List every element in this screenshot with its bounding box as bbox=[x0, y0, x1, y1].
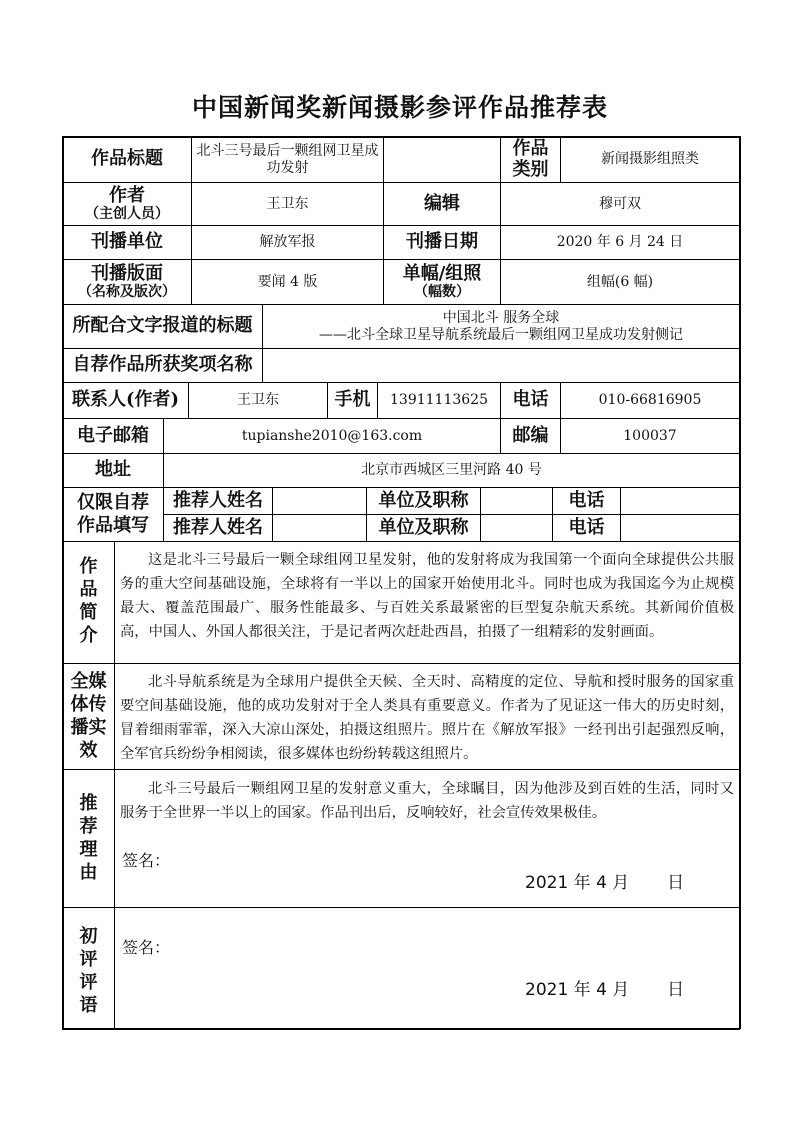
review-label-char: 语 bbox=[79, 995, 98, 1016]
intro-label bbox=[63, 555, 114, 647]
review-label-char: 评 bbox=[79, 949, 98, 970]
publish-date-label: 刊播日期 bbox=[406, 231, 478, 253]
review-label-char: 初 bbox=[79, 926, 98, 947]
editor-value: 穆可双 bbox=[599, 195, 641, 212]
address-label: 地址 bbox=[95, 459, 131, 481]
category-label: 作品类别 bbox=[512, 137, 549, 180]
page-label-sub: （名称及版次） bbox=[78, 284, 176, 301]
effect-label bbox=[63, 670, 114, 762]
work-title-value: 北斗三号最后一颗组网卫星成功发射 bbox=[196, 142, 379, 176]
effect-label-line: 全媒 bbox=[70, 671, 107, 692]
review-label-char: 评 bbox=[79, 972, 98, 993]
address-value: 北京市西城区三里河路 40 号 bbox=[361, 462, 542, 479]
effect-label-line: 体传 bbox=[70, 694, 107, 715]
editor-label: 编辑 bbox=[424, 192, 460, 214]
page-value: 要闻 4 版 bbox=[257, 273, 318, 290]
form-title: 中国新闻奖新闻摄影参评作品推荐表 bbox=[191, 93, 608, 122]
awards-value bbox=[263, 349, 739, 382]
reason-date: 2021 年 4 月 日 bbox=[525, 873, 685, 893]
zip-value: 100037 bbox=[623, 427, 677, 444]
reason-label bbox=[63, 792, 114, 884]
effect-label-line: 播实 bbox=[70, 717, 107, 738]
recommender-label-line2: 作品填写 bbox=[77, 514, 149, 536]
intro-text: 这是北斗三号最后一颗全球组网卫星发射，他的发射将成为我国第一个面向全球提供公共服务的重大空间基础设施，全球将有一半以上的国家开始使用北斗。同时也成为我国迄今为止规模最大、覆盖范围最广、服务性能最多、与百姓关系最紧密的巨型复杂航天系统。其新闻价值极高，中国人、外国人都很关注，于是记者两次赶赴西昌，拍摄了一组精彩的发射画面。 bbox=[120, 552, 734, 640]
effect-text: 北斗导航系统是为全球用户提供全天候、全天时、高精度的定位、导航和授时服务的国家重要空间基础设施，他的成功发射对于全人类具有重要意义。作者为了见证这一伟大的历史时刻，冒着细雨霏霏，深入大凉山深处，拍摄这组照片。照片在《解放军报》一经刊出引起强烈反响，全军官兵纷纷争相阅读，很多媒体也纷纷转载这组照片。 bbox=[120, 674, 734, 762]
reason-label-char: 由 bbox=[79, 862, 98, 883]
phone-value: 010-66816905 bbox=[598, 392, 702, 409]
report-title-line1: 中国北斗 服务全球 bbox=[442, 309, 560, 326]
effect-label-line: 效 bbox=[79, 740, 98, 761]
format-label-sub: （幅数） bbox=[414, 284, 470, 301]
recommender-name-label-1: 推荐人姓名 bbox=[173, 489, 263, 511]
reason-signature-label: 签名： bbox=[122, 851, 171, 870]
recommender-phone-label-2: 电话 bbox=[568, 516, 605, 538]
intro-label-char: 简 bbox=[79, 602, 98, 623]
report-title-value bbox=[263, 305, 739, 348]
recommender-unit-label-2: 单位及职称 bbox=[378, 516, 469, 538]
page-label-main: 刊播版面 bbox=[91, 262, 163, 284]
author-label-sub: （主创人员） bbox=[85, 206, 169, 223]
intro-label-char: 介 bbox=[79, 625, 98, 646]
contact-label: 联系人(作者) bbox=[71, 389, 180, 411]
reason-label-char: 荐 bbox=[79, 816, 98, 837]
email-value: tupianshe2010@163.com bbox=[241, 427, 423, 444]
publish-date-value: 2020 年 6 月 24 日 bbox=[556, 234, 684, 251]
review-signature-label: 签名： bbox=[122, 938, 171, 957]
review-label bbox=[63, 925, 114, 1017]
reason-label-char: 理 bbox=[79, 839, 98, 860]
recommender-unit-label-1: 单位及职称 bbox=[378, 489, 469, 511]
intro-label-char: 品 bbox=[79, 579, 98, 600]
publisher-label: 刊播单位 bbox=[91, 231, 163, 253]
intro-label-char: 作 bbox=[79, 556, 98, 577]
publisher-value: 解放军报 bbox=[259, 234, 316, 251]
zip-label: 邮编 bbox=[512, 424, 549, 446]
category-value: 新闻摄影组照类 bbox=[601, 151, 699, 168]
recommender-name-label-2: 推荐人姓名 bbox=[173, 516, 263, 538]
recommender-section-label bbox=[63, 488, 163, 541]
format-label-main: 单幅/组照 bbox=[402, 262, 482, 284]
page-label bbox=[63, 260, 191, 304]
recommender-phone-label-1: 电话 bbox=[568, 489, 605, 511]
recommender-label-line1: 仅限自荐 bbox=[77, 492, 149, 513]
reason-text: 北斗三号最后一颗组网卫星的发射意义重大，全球瞩目，因为他涉及到百姓的生活，同时又服务于全世界一半以上的国家。作品刊出后，反响较好，社会宣传效果极佳。 bbox=[120, 781, 734, 821]
author-label bbox=[63, 183, 191, 225]
format-label bbox=[384, 260, 500, 304]
report-title-line2: ——北斗全球卫星导航系统最后一颗组网卫星成功发射侧记 bbox=[319, 326, 683, 343]
phone-label: 电话 bbox=[512, 389, 549, 411]
contact-value: 王卫东 bbox=[237, 392, 279, 409]
author-value: 王卫东 bbox=[266, 195, 309, 212]
email-label: 电子邮箱 bbox=[77, 424, 149, 446]
mobile-label: 手机 bbox=[334, 389, 371, 411]
format-value: 组幅(6 幅) bbox=[586, 273, 654, 290]
author-label-main: 作者 bbox=[109, 184, 145, 206]
mobile-value: 13911113625 bbox=[390, 392, 488, 409]
review-date: 2021 年 4 月 日 bbox=[525, 980, 685, 1000]
awards-label: 自荐作品所获奖项名称 bbox=[72, 354, 253, 376]
reason-label-char: 推 bbox=[79, 793, 98, 814]
report-title-label: 所配合文字报道的标题 bbox=[72, 315, 253, 337]
work-title-label: 作品标题 bbox=[91, 148, 163, 170]
